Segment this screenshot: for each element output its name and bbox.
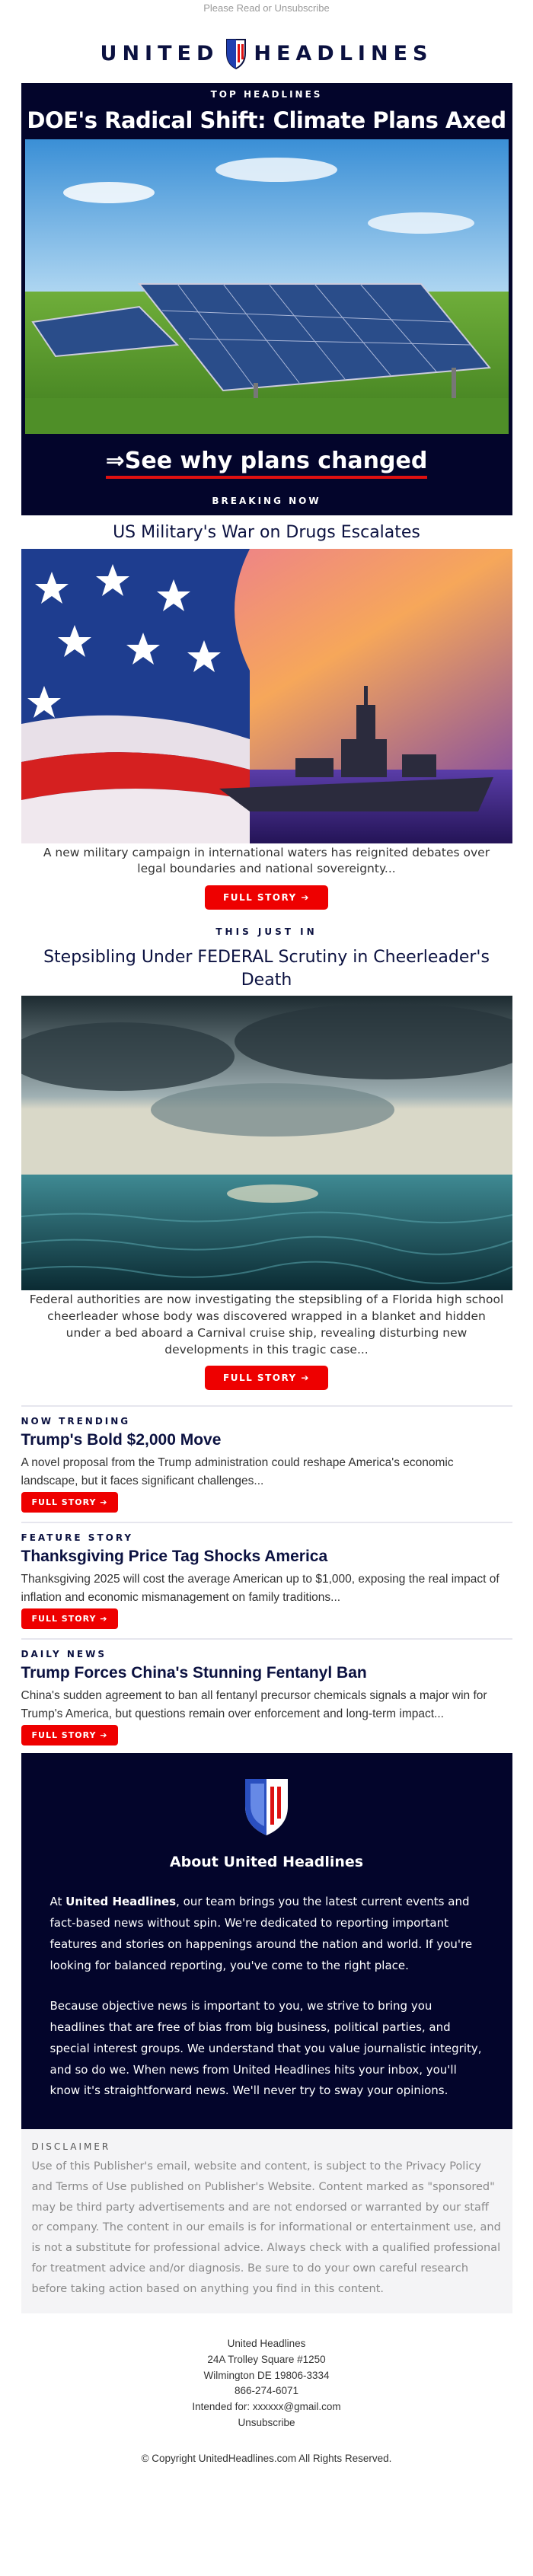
divider: [21, 1405, 512, 1407]
footer-intended-for: Intended for: xxxxxx@gmail.com: [192, 2401, 341, 2413]
footer-address-line-2: Wilmington DE 19806-3334: [203, 2369, 330, 2381]
about-title: About United Headlines: [169, 1854, 364, 1871]
mini-story-summary: China's sudden agreement to ban all fentanyl precursor chemicals signals a major win for Trump's America, but questions remain over enforcement and long-term impact...: [21, 1689, 487, 1721]
top-headline-title[interactable]: DOE's Radical Shift: Climate Plans Axed: [27, 107, 506, 133]
footer-phone: 866-274-6071: [234, 2385, 299, 2397]
about-paragraph-2: Because objective news is important to you, we strive to bring you headlines that are free of bias from big business, political parties, and special interest groups. We understand that you value journalistic integrity, and so do we. When news from United Headlines hits your inbox, you'll know it's straightforward news. We'll never try to sway your opinions.: [49, 1999, 482, 2098]
mini-story-full-story-button[interactable]: FULL STORY ➔: [21, 1608, 119, 1629]
about-paragraph-1: [50, 1892, 484, 1976]
story-cheerleader-button-wrap: [21, 1360, 512, 1398]
disclaimer-kicker: DISCLAIMER: [31, 2141, 111, 2153]
story-military-title[interactable]: US Military's War on Drugs Escalates: [113, 523, 420, 542]
story-military-button-wrap: [21, 879, 512, 917]
mini-story-title[interactable]: Thanksgiving Price Tag Shocks America: [21, 1548, 328, 1566]
breaking-now-kicker: BREAKING NOW: [212, 496, 321, 506]
logo-shield-icon: [225, 37, 247, 70]
about-p1-rest: , our team brings you the latest current events and fact-based news without spin. We're dedicated to reporting important features and stories on happenings around the nation and world. If you're looking for balanced reporting, you've come to the right place.: [49, 1895, 473, 1972]
disclaimer-text: Use of this Publisher's email, website and content, is subject to the Privacy Policy and Terms of Use published on Publisher's Website. Content marked as "sponsored" may be third party advertisements and are not endorsed or warranted by our staff or company. The content in our emails is for informational or entertainment use, and is not a substitute for professional advice. Always check with a qualified professional for treatment advice and/or diagnosis. Be sure to do your own careful research before taking action based on anything you find in this content.: [31, 2160, 501, 2295]
story-military-summary: A new military campaign in international waters has reignited debates over legal boundaries and national sovereignty...: [43, 845, 490, 876]
mini-story-full-story-button[interactable]: FULL STORY ➔: [21, 1725, 119, 1745]
ocean-storm-image[interactable]: [21, 996, 512, 1290]
see-why-plans-changed-link[interactable]: ⇒See why plans changed: [106, 448, 428, 479]
story-cheerleader-summary: Federal authorities are now investigating the stepsibling of a Florida high school cheerleader whose body was discovered wrapped in a blanket and hidden under a bed aboard a Carnival cruise ship, revealing disturbing new developments in this tragic case...: [29, 1293, 504, 1357]
footer-unsubscribe-link[interactable]: Unsubscribe: [238, 2417, 295, 2429]
about-p1-prefix: At: [49, 1895, 66, 1909]
logo-shield-icon: [241, 1776, 292, 1837]
footer-company-name: United Headlines: [227, 2337, 306, 2349]
brand-word-left: UNITED: [100, 41, 219, 65]
mini-story-kicker: DAILY NEWS: [21, 1649, 107, 1660]
top-cta-wrapper: [25, 434, 509, 479]
story-cheerleader: [21, 917, 512, 1398]
flag-warship-image[interactable]: [21, 549, 512, 843]
story-cheerleader-title[interactable]: Stepsibling Under FEDERAL Scrutiny in Cheerleader's Death: [43, 948, 490, 990]
story-military-full-story-button[interactable]: FULL STORY ➔: [205, 885, 328, 910]
mini-story-daily: [21, 1649, 512, 1747]
mini-story-title[interactable]: Trump Forces China's Stunning Fentanyl Ban: [21, 1664, 367, 1682]
mini-story-full-story-button[interactable]: FULL STORY ➔: [21, 1492, 119, 1513]
footer-copyright: © Copyright UnitedHeadlines.com All Rights Reserved.: [141, 2453, 392, 2465]
mini-story-feature: [21, 1532, 512, 1631]
story-military: [21, 515, 512, 917]
preheader: [0, 0, 533, 19]
disclaimer-section: [21, 2129, 512, 2313]
mini-story-summary: A novel proposal from the Trump administration could reshape America's economic landscape, but it faces significant challenges...: [21, 1456, 454, 1488]
this-just-in-kicker: THIS JUST IN: [215, 926, 318, 938]
preheader-link[interactable]: Please Read or Unsubscribe: [203, 2, 330, 14]
mini-story-kicker: FEATURE STORY: [21, 1532, 134, 1544]
divider: [21, 1638, 512, 1640]
brand-logo[interactable]: [0, 27, 533, 80]
brand-word-right: HEADLINES: [254, 41, 433, 65]
mini-story-kicker: NOW TRENDING: [21, 1416, 131, 1427]
footer: [21, 2313, 512, 2432]
footer-address-line-1: 24A Trolley Square #1250: [207, 2353, 326, 2365]
about-brand-name: United Headlines: [65, 1895, 177, 1909]
solar-panels-image[interactable]: [25, 139, 509, 434]
mini-story-trending: [21, 1416, 512, 1514]
mini-story-title[interactable]: Trump's Bold $2,000 Move: [21, 1431, 222, 1449]
divider: [21, 1522, 512, 1523]
about-section: [21, 1753, 512, 2129]
top-headline-block: [21, 83, 512, 515]
top-headlines-kicker: TOP HEADLINES: [210, 89, 323, 100]
mini-story-summary: Thanksgiving 2025 will cost the average American up to $1,000, exposing the real impact of inflation and economic mismanagement on family traditions...: [21, 1573, 499, 1605]
story-cheerleader-full-story-button[interactable]: FULL STORY ➔: [205, 1366, 328, 1390]
email-body: [21, 83, 512, 2464]
